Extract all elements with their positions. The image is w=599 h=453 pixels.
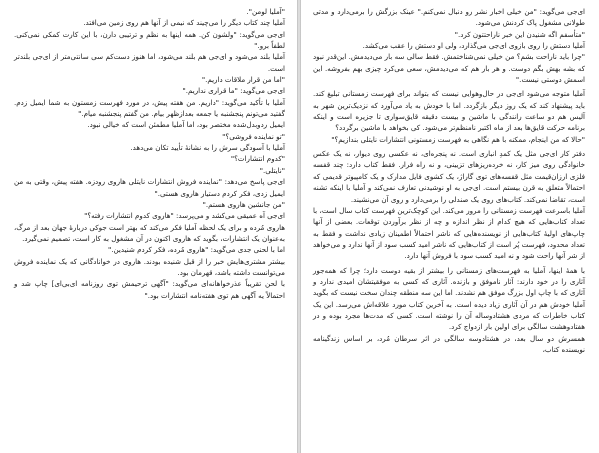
- paragraph: دفتر کار ای‌جی مثل یک کمدِ انباری است. نه پنجره‌ای، نه عکسی روی دیوار، نه یک عکس خانوادگی روی میز کار، نه خرده‌ریزهای تزیینی، و نه راه فرار. فقط کتاب دارد: چند قفسه فلزی ارزان‌قیمت مثل قفسه‌های توی گاراژ، یک کشوی فایل مدارک و یک کامپیوتر قدیمی که احتمالاً متعلق به قرن بیستم است. ای‌جی به او نوشیدنی تعارف نمی‌کند و آملیا با اینکه تشنه است، تقاضا نمی‌کند. کتاب‌های روی یک صندلی را برمی‌دارد و روی آن می‌نشیند.: [313, 149, 585, 204]
- paragraph: آملیا متوجه می‌شود ای‌جی در حال‌وهوایی نیست که بتواند برای فهرست زمستانی تبلیغ کند. باید پیشنهاد کند که یک روز دیگر بازگردد. اما با خودش به یاد می‌آورد که نزدیک‌ترین شهر به آلیس هم دو ساعت رانندگی با ماشین و بیست دقیقه قایق‌سواری تا جزیره است و اینکه برنامه حرکت قایق‌ها بعد از ماه اکتبر نامنظم‌تر می‌شود. کی بخواهد با ماشین برگردد؟: [313, 89, 585, 133]
- left-page-text: [14, 6, 285, 301]
- paragraph: ای‌جی می‌گوید: "ما قراری نداریم.": [182, 86, 285, 96]
- paragraph: آملیا دستش را روی بازوی ای‌جی می‌گذارد، ولی او دستش را عقب می‌کشد.: [362, 41, 585, 51]
- paragraph: "متأسفم اگه شنیدن این خبر ناراحتتون کرد.": [454, 29, 585, 39]
- paragraph: "تو نماینده فروشی؟": [222, 131, 285, 141]
- right-page-text: [313, 6, 585, 355]
- paragraph: ای‌جی پاسخ می‌دهد: "نماینده فروش انتشارات نایتلی هاروی رودزه. هفته پیش، وقتی به من ایمیل زدی، فکر کردم دستیار هاروی هستی.": [14, 177, 285, 198]
- paragraph: ای‌جی می‌گوید: "ولشون کن. همه اینها به نظم و ترتیبی دارن، با این کارت کمکی نمی‌کنی. لطفاً برو.": [14, 29, 285, 51]
- left-page: [0, 0, 297, 453]
- paragraph: با لحن تقریباً عذرخواهانه‌ای می‌گوید: "آگهی ترحیمش توی روزنامه ای‌بی‌ای] چاپ شد و احتمالاً یه آگهی هم توی هفته‌نامه انتشارات بود.": [14, 279, 285, 300]
- paragraph: "چرا باید ناراحت بشم؟ من خیلی نمی‌شناختمش. فقط سالی سه بار می‌دیدمش. این‌قدر نبود که بشه بهش بگم دوست. و هر بار هم که می‌دیدمش، سعی می‌کرد چیزی بهم بفروشه. این اسمش دوستی نیست.": [313, 52, 585, 85]
- paragraph: اما با لحنی جدی می‌گوید: "هاروی مُرده، فکر کردم شنیدین.": [107, 245, 285, 255]
- paragraph: "آملیا لومن".: [246, 7, 285, 16]
- paragraph: "نایتلی.": [259, 165, 285, 175]
- paragraph: بیشتر مشتری‌هایش خبر را از قبل شنیده بودند. هاروی در خوانادگانی که یک نماینده فروش می‌توانست داشته باشد، قهرمان بود.: [14, 256, 285, 277]
- paragraph: آملیا چند کتاب دیگر را می‌چیند که نیمی از آنها هم روی زمین می‌افتد.: [83, 18, 285, 28]
- right-page: [301, 0, 599, 453]
- paragraph: همسرش دو سال بعد، در هشتادوسه سالگی در اثر سرطان مُرد، بر اساس زندگینامه نویسنده کتاب،: [313, 333, 585, 354]
- paragraph: "اما من قرار ملاقات داریم.": [201, 75, 285, 85]
- paragraph: ایمیل ردوبدل‌شده مختصر بود، اما آملیا مطمئن است که خیالی نبود.: [87, 120, 285, 130]
- paragraph: ای‌جی آه عمیقی می‌کشد و می‌پرسد: "هاروی کدوم انتشارات رفته؟": [84, 211, 285, 221]
- paragraph: هاروی مُرده و برای یک لحظه آملیا فکر می‌کند که بهتر است جوکی دربارهٔ جهان بعد از مرگ، به‌عنوان یک انتشارات، بگوید که هاروی اکنون در آن مشغول به کار است، تصمیم نمی‌گیرد.: [14, 222, 285, 243]
- paragraph: آملیا باسرعت فهرست زمستانی را مرور می‌کند. این کوچک‌ترین فهرست کتاب سال است، با تعداد کتاب‌هایی که هیچ کدام از نظر اندازه و چه از نظر برآوردن توقعات. بعضی از آنها چاپ‌های اولیهٔ کتاب‌هایی از نویسنده‌هایی که ناشر احتمالاً اطمینان زیادی نداشت و فقط به تعداد محدود، فهرست پُر است از کتاب‌هایی که ناشر امید کسب سود از آنها ندارد و می‌خواهد از شر آنها راحت شود و نه امید کسب سود با فروش آنها دارد.: [313, 205, 585, 261]
- paragraph: "کدوم انتشارات؟": [230, 154, 285, 164]
- paragraph: "من جانشین هاروی هستم.": [202, 199, 285, 209]
- paragraph: آملیا با تأکید می‌گوید: "داریم. من هفته پیش، در مورد فهرست زمستون به شما ایمیل زدم. گفتید می‌تونم پنجشنبه یا جمعه بعدازظهر بیام. من گفتم پنجشنبه میام.": [14, 97, 285, 119]
- paragraph: آملیا با آسودگی سرش را به نشانهٔ تأیید تکان می‌دهد.: [130, 143, 285, 153]
- paragraph: با همهٔ اینها، آملیا به فهرست‌های زمستانی را بیشتر از بقیه دوست دارد؛ چرا که همه‌جور آثاری را در خود دارند: آثار ناموفق و بازنده. آثاری که کسی به موفقیتشان امیدی ندارد و آثاری که با چاپ اول بزرگ موفق هم نشدند. اما این سه منطقه چندان سخت نیست که بگوید آملیا خودش هم در آن آثاری زیاد دیده است. به آخرین کتاب مورد علاقه‌اش می‌رسد. این یک کتاب خاطرات که مردی هشتادوساله آن را نوشته است. کسی که مدت‌ها مجرد بوده و در هفتادوهشت سالگی برای اولین بار ازدواج کرد.: [313, 265, 585, 332]
- paragraph: آملیا بلند می‌شود و ای‌جی هم بلند می‌شود، اما هنوز دست‌کم سی سانتی‌متر از ای‌جی بلندتر است.: [14, 52, 285, 73]
- paragraph: "حالا که من اینجام، ممکنه با هم نگاهی به فهرست زمستونی انتشارات نایتلی بندازیم؟": [331, 134, 585, 144]
- paragraph: ای‌جی می‌گوید: "من خیلی اخبار نشر رو دنبال نمی‌کنم." عینک بزرگش را برمی‌دارد و مدتی طولانی مشغول پاک کردنش می‌شود.: [313, 7, 585, 28]
